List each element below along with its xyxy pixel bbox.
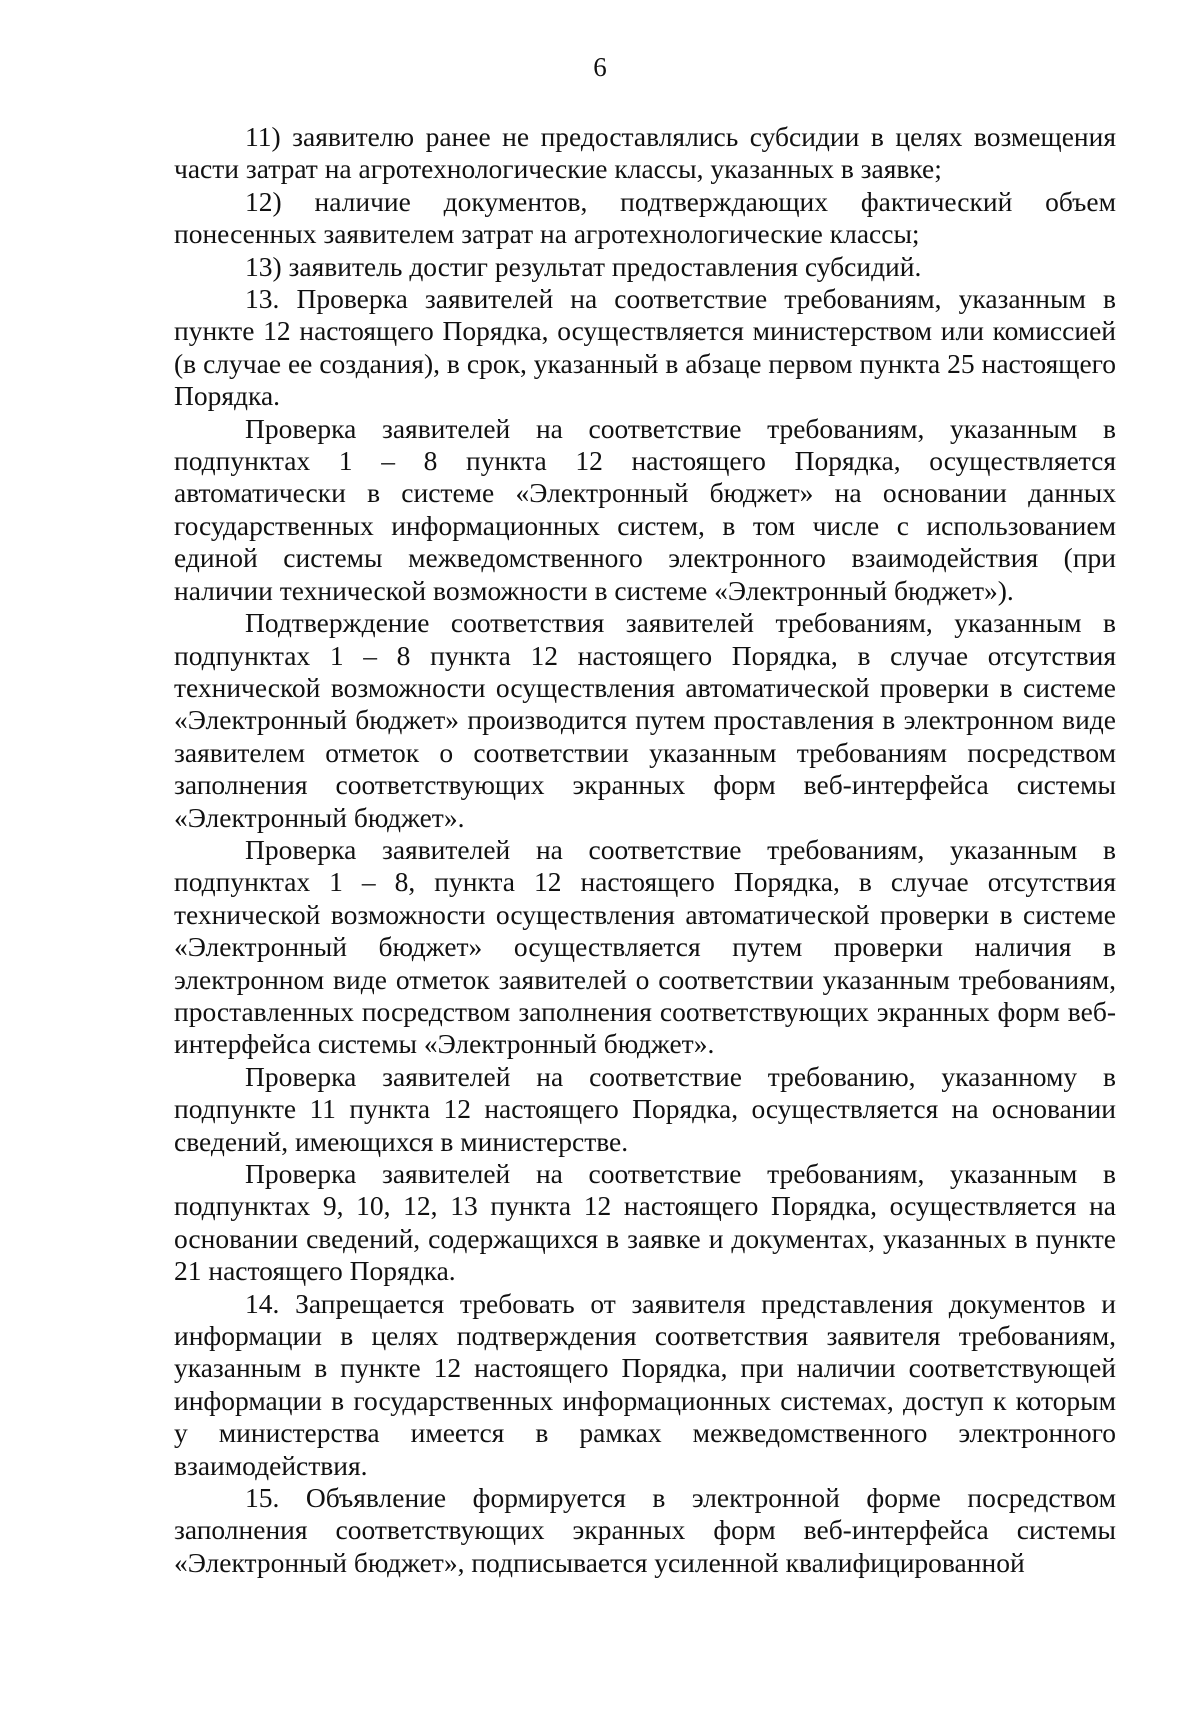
paragraph-point-14: 14. Запрещается требовать от заявителя представления документов и информации в целях подтверждения соответствия заявителя требованиям, указанным в пункте 12 настоящего Порядка, при наличии соответствующей информации в государственных информационных системах, доступ к которым у министерства имеется в рамках межведомственного электронного взаимодействия. (174, 1287, 1116, 1481)
paragraph-point-13: 13. Проверка заявителей на соответствие требованиям, указанным в пункте 12 настоящего Порядка, осуществляется министерством или комиссией (в случае ее создания), в срок, указанный в абзаце первом пункта 25 настоящего Порядка. (174, 283, 1116, 412)
paragraph-confirmation: Подтверждение соответствия заявителей требованиям, указанным в подпунктах 1 – 8 пункта 12 настоящего Порядка, в случае отсутствия технической возможности осуществления автоматической проверки в системе «Электронный бюджет» производится путем проставления в электронном виде заявителем отметок о соответствии указанным требованиям посредством заполнения соответствующих экранных форм веб-интерфейса системы «Электронный бюджет». (174, 607, 1116, 833)
paragraph-manual-check: Проверка заявителей на соответствие требованиям, указанным в подпунктах 1 – 8, пункта 12 настоящего Порядка, в случае отсутствия технической возможности осуществления автоматической проверки в системе «Электронный бюджет» осуществляется путем проверки наличия в электронном виде отметок заявителей о соответствии указанным требованиям, проставленных посредством заполнения соответствующих экранных форм веб-интерфейса системы «Электронный бюджет». (174, 833, 1116, 1060)
paragraph-subitem-11: 11) заявителю ранее не предоставлялись субсидии в целях возмещения части затрат на агротехнологические классы, указанных в заявке; (174, 121, 1116, 185)
document-body (174, 121, 1116, 1579)
page-number: 6 (593, 52, 607, 82)
paragraph-subitem-12: 12) наличие документов, подтверждающих фактический объем понесенных заявителем затрат на агротехнологические классы; (174, 185, 1116, 250)
paragraph-check-subitem-11: Проверка заявителей на соответствие требованию, указанному в подпункте 11 пункта 12 настоящего Порядка, осуществляется на основании сведений, имеющихся в министерстве. (174, 1060, 1116, 1157)
paragraph-auto-check: Проверка заявителей на соответствие требованиям, указанным в подпунктах 1 – 8 пункта 12 настоящего Порядка, осуществляется автоматически в системе «Электронный бюджет» на основании данных государственных информационных систем, в том числе с использованием единой системы межведомственного электронного взаимодействия (при наличии технической возможности в системе «Электронный бюджет»). (174, 412, 1116, 606)
paragraph-point-15: 15. Объявление формируется в электронной форме посредством заполнения соответствующих экранных форм веб-интерфейса системы «Электронный бюджет», подписывается усиленной квалифицированной (174, 1482, 1116, 1578)
paragraph-check-subitems-9-13: Проверка заявителей на соответствие требованиям, указанным в подпунктах 9, 10, 12, 13 пункта 12 настоящего Порядка, осуществляется на основании сведений, содержащихся в заявке и документах, указанных в пункте 21 настоящего Порядка. (174, 1158, 1116, 1287)
paragraph-subitem-13: 13) заявитель достиг результат предоставления субсидий. (245, 250, 922, 282)
